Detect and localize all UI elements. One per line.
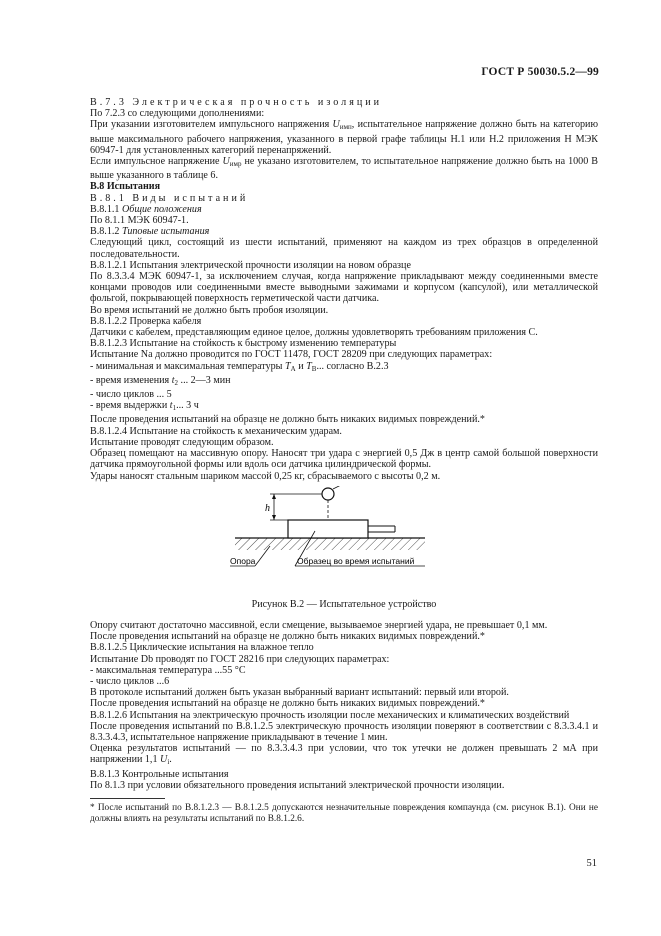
- paragraph: Оценка результатов испытаний — по 8.3.3.4.3 при условии, что ток утечки не должен превышать 2 мА при напряжении 1,1 $U_i$.: [90, 743, 598, 767]
- section-b81-heading: В.8.1 Виды испытаний: [90, 192, 249, 204]
- footnote: * После испытаний по В.8.1.2.3 — В.8.1.2.5 допускаются незначительные повреждения компаунда (см. рисунок В.1). Они не должны влиять на результаты испытаний по В.8.1.2.6.: [90, 802, 598, 824]
- list-item: - число циклов ...6: [90, 675, 170, 687]
- dim-arrow-top: [272, 494, 276, 499]
- paragraph: В.8.1.2.2 Проверка кабеля: [90, 315, 202, 327]
- paragraph: После проведения испытаний на образце не должно быть никаких видимых повреждений.*: [90, 414, 485, 426]
- paragraph: Следующий цикл, состоящий из шести испытаний, применяют на каждом из трех образцов в определенной последовательности.: [90, 237, 598, 260]
- paragraph: В.8.1.2.1 Испытания электрической прочности изоляции на новом образце: [90, 259, 411, 271]
- section-b73-heading: В.7.3 Электрическая прочность изоляции: [90, 97, 383, 108]
- paragraph: По 8.3.3.4 МЭК 60947-1, за исключением случая, когда напряжение прикладывают между соединенными вместе концами проводов или соединенными вместе выводными зажимами и корпусом (капсулой), или металлической фольгой, покрывающей поверхность герметической части датчика.: [90, 271, 598, 305]
- paragraph: После проведения испытаний на образце не должно быть никаких видимых повреждений.*: [90, 631, 485, 643]
- paragraph: После проведения испытаний по В.8.1.2.5 электрическую прочность изоляции поверяют в соответствии с 8.3.3.4.1 и 8.3.3.4.3, испытательное напряжение прикладывают в течение 1 мин.: [90, 720, 598, 743]
- paragraph: Опору считают достаточно массивной, если смещение, вызываемое энергией удара, не превышает 0,1 мм.: [90, 619, 548, 631]
- list-item: - максимальная температура ...55 °С: [90, 664, 246, 676]
- figure-test-device: [90, 486, 598, 596]
- paragraph: Во время испытаний не должно быть пробоя изоляции.: [90, 304, 329, 316]
- figure-caption: Рисунок В.2 — Испытательное устройство: [251, 598, 437, 610]
- paragraph: Испытание проводят следующим образом.: [90, 436, 274, 448]
- paragraph: В.8.1.2.6 Испытания на электрическую прочность изоляции после механических и климатических воздействий: [90, 709, 570, 721]
- footnote-separator: [90, 798, 165, 799]
- page-number: 51: [586, 858, 597, 869]
- label-sample: Образец во время испытаний: [297, 555, 415, 566]
- dim-arrow-bottom: [272, 515, 276, 520]
- page-header: ГОСТ Р 50030.5.2—99: [481, 66, 599, 78]
- list-item: - время выдержки $t_1$... 3 ч: [90, 400, 199, 413]
- paragraph: При указании изготовителем импульсного напряжения $U_{имп}$, испытательное напряжение должно быть на категорию выше максимального рабочего напряжения, указанного в первой графе таблицы Н.1 или Н.2 приложения Н МЭК 60947-1 для установленных категорий перенапряжений.: [90, 119, 598, 156]
- section-b8-heading: В.8 Испытания: [90, 181, 161, 193]
- paragraph: Удары наносят стальным шариком массой 0,25 кг, сбрасываемого с высоты 0,2 м.: [90, 470, 441, 482]
- paragraph: Образец помещают на массивную опору. Наносят три удара с энергией 0,5 Дж в центр самой большой поверхности датчика прямоугольной формы или вдоль оси датчика цилиндрической формы.: [90, 448, 598, 471]
- list-item: - число циклов ... 5: [90, 389, 172, 401]
- steel-ball: [322, 488, 334, 500]
- support-hatch: [235, 538, 425, 550]
- paragraph: В.8.1.2.3 Испытание на стойкость к быстрому изменению температуры: [90, 338, 397, 350]
- test-device-drawing: [90, 486, 598, 596]
- paragraph: По 8.1.3 при условии обязательного проведения испытаний электрической прочности изоляции.: [90, 779, 505, 791]
- paragraph: После проведения испытаний на образце не должно быть никаких видимых повреждений.*: [90, 698, 485, 710]
- paragraph: В.8.1.3 Контрольные испытания: [90, 768, 229, 780]
- paragraph: Если импульсное напряжение $U_{имр}$ не указано изготовителем, то испытательное напряжение должно быть на 1000 В выше указанного в таблице 6.: [90, 156, 598, 182]
- list-item: - минимальная и максимальная температуры $T_A$ и $T_B$... согласно В.2.3: [90, 360, 389, 373]
- paragraph: Испытание Na должно проводится по ГОСТ 11478, ГОСТ 28209 при следующих параметрах:: [90, 349, 493, 361]
- sample-block: [288, 520, 368, 538]
- label-support: Опора: [230, 555, 256, 566]
- paragraph: В.8.1.2.4 Испытание на стойкость к механическим ударам.: [90, 425, 342, 437]
- paragraph: В.8.1.2.5 Циклические испытания на влажное тепло: [90, 642, 314, 654]
- paragraph: Датчики с кабелем, представляющим единое целое, должны удовлетворять требованиям приложения С.: [90, 327, 538, 339]
- list-item: - время изменения $t_2$ ... 2—3 мин: [90, 374, 231, 387]
- paragraph: По 8.1.1 МЭК 60947-1.: [90, 215, 189, 227]
- label-h: h: [265, 502, 270, 514]
- paragraph: В протоколе испытаний должен быть указан выбранный вариант испытаний: первый или второй.: [90, 687, 509, 699]
- paragraph: По 7.2.3 со следующими дополнениями:: [90, 108, 265, 120]
- section-b812-heading: В.8.1.2 Типовые испытания: [90, 226, 210, 238]
- paragraph: Испытание Db проводят по ГОСТ 28216 при следующих параметрах:: [90, 653, 390, 665]
- document-body: [90, 97, 598, 824]
- ball-leader: [333, 486, 345, 489]
- section-b811-heading: В.8.1.1 Общие положения: [90, 203, 202, 215]
